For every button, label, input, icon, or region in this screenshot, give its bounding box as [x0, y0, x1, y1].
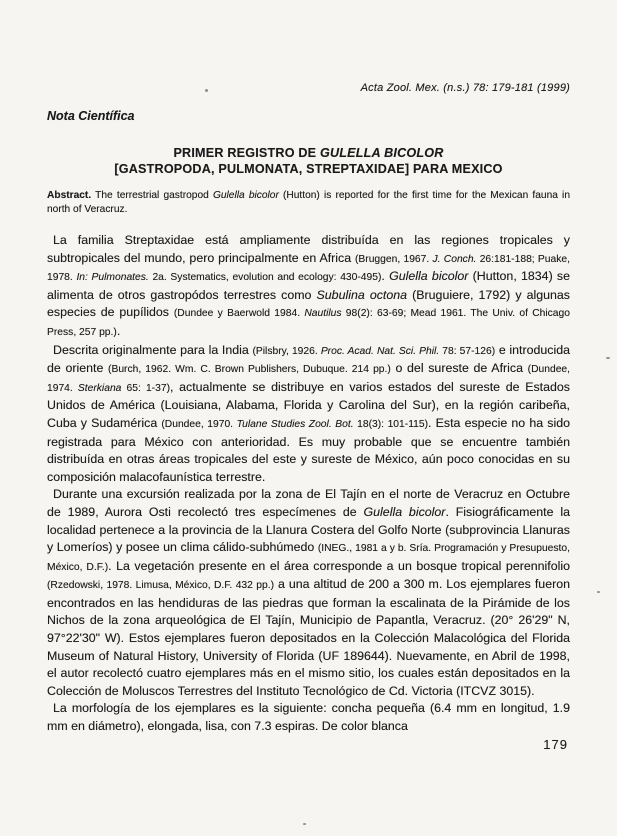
paragraph — [47, 342, 570, 487]
body-text: (Hutton) is reported for the first time for the Mexican fauna in north of Veracruz. — [47, 190, 570, 215]
citation-text: (Dundee y Baerwold 1984. — [173, 308, 305, 320]
citation-text: Tulane Studies Zool. Bot. — [236, 418, 354, 430]
body-text: La morfología de los ejemplares es la siguiente: concha pequeña (6.4 mm en longitud, 1.9 mm en diámetro), elongada, lisa, con 7.3 espiras. De color blanca — [47, 701, 570, 734]
scan-artifact — [205, 89, 208, 92]
citation-text: Sterkiana — [77, 382, 122, 394]
page-number: 179 — [543, 737, 568, 752]
citation-text: Nautilus — [304, 308, 342, 320]
citation-text: (INEG., 1981 a y b. Sría. Programación y Presupuesto, México, D.F.) — [47, 543, 571, 573]
citation-text: In: Pulmonates. — [76, 272, 149, 284]
body-text: The terrestrial gastropod — [91, 190, 213, 201]
title-species-name: GULELLA BICOLOR — [319, 146, 444, 160]
body-text: (Bruguiere, 1792) y algunas especies de pupílidos — [47, 287, 571, 320]
citation-text: (Dundee, 1974. — [47, 364, 571, 394]
journal-citation-header: Acta Zool. Mex. (n.s.) 78: 179-181 (1999) — [360, 82, 570, 94]
paragraph — [47, 232, 570, 342]
citation-text: 65: 1-37) — [121, 382, 170, 394]
citation-text: 2a. Systematics, evolution and ecology: 430-495) — [148, 272, 382, 284]
article-title-line1 — [47, 145, 570, 161]
citation-text: 78: 57-126) — [439, 345, 496, 357]
citation-text: 98(2): 63-69; Mead 1961. The Univ. of Chicago Press, 257 pp.) — [47, 308, 570, 338]
body-text: . — [381, 269, 390, 284]
citation-text: (Burch, 1962. Wm. C. Brown Publishers, Dubuque. 214 pp.) — [108, 364, 391, 376]
body-text: . — [116, 323, 121, 338]
scan-artifact — [597, 591, 600, 593]
citation-text: 18(3): 101-115) — [353, 418, 429, 430]
body-text: . Esta especie no ha sido registrada para México con anterioridad. Es muy probable que se encuentre también distribuída en otras áreas tropicales del este y sureste de México, aún poco conocidas en su composición malacofaunística terrestre. — [47, 415, 570, 484]
citation-text: (Dundee, 1970. — [161, 418, 237, 430]
body-text: Gulella bicolor — [389, 269, 469, 284]
citation-text: 26:181-188; Puake, 1978. — [47, 253, 570, 284]
citation-text: (Rzedowski, 1978. Limusa, México, D.F. 432 pp.) — [47, 580, 275, 592]
body-text: . La vegetación presente en el área corresponde a un bosque tropical perennifolio — [108, 558, 571, 573]
body-text: . Fisiográficamente la localidad pertenece a la provincia de la Llanura Costera del Golfo Norte (subprovincia Llanuras y Lomeríos) y posee un clima cálido-subhúmedo — [47, 504, 571, 555]
body-text: Subulina octona — [316, 287, 408, 302]
abstract — [47, 189, 570, 216]
citation-text: Proc. Acad. Nat. Sci. Phil. — [320, 345, 440, 357]
title-prefix: PRIMER REGISTRO DE — [173, 146, 320, 160]
paragraph — [47, 700, 570, 735]
body-text: (Hutton, 1834) se alimenta de otros gastropódos terrestres como — [47, 269, 571, 302]
body-text: o del sureste de Africa — [390, 361, 528, 376]
paragraph — [47, 486, 570, 700]
body-text: Gulella bicolor — [363, 504, 446, 519]
body-text: Descrita originalmente para la India — [53, 342, 253, 357]
body-text: Durante una excursión realizada por la zona de El Tajín en el norte de Veracruz en Octubre de 1989, Aurora Osti recolectó tres especímenes de — [47, 487, 570, 519]
body-text: Abstract. — [47, 190, 92, 201]
citation-text: (Pilsbry, 1926. — [252, 345, 321, 357]
section-label: Nota Científica — [47, 109, 135, 123]
article-title-line2: [GASTROPODA, PULMONATA, STREPTAXIDAE] PARA MEXICO — [114, 162, 503, 176]
body-text: a una altitud de 200 a 300 m. Los ejemplares fueron encontrados en las hendiduras de las piedras que forman la escalinata de la Pirámide de los Nichos de la zona arqueológica de El Tajín, Municipio de Papantla, Veracruz. (20° 26'29" N, 97°22'30" W). Estos ejemplares fueron depositados en la Colección Malacológica del Florida Museum of Natural History, University of Florida (UF 189644). Nuevamente, en Abril de 1998, el autor recolectó cuatro ejemplares más en el mismo sitio, los cuales están depositados en la Colección de Moluscos Terrestres del Instituto Tecnológico de Cd. Victoria (ITCVZ 3015). — [47, 577, 570, 698]
body-text: Gulella bicolor — [212, 190, 279, 201]
scan-artifact — [606, 357, 610, 359]
citation-text: (Bruggen, 1967. — [354, 253, 433, 265]
article-title — [47, 145, 570, 177]
article-body — [47, 232, 570, 736]
body-text: , actualmente se distribuye en varios estados del sureste de Estados Unidos de América (Louisiana, Alabama, Florida y Carolina del Sur), en la región caribeña, Cuba y Sudamérica — [47, 379, 570, 430]
body-text: La familia Streptaxidae está ampliamente distribuída en las regiones tropicales y subtropicales del mundo, pero principalmente en Africa — [47, 233, 570, 265]
scan-artifact — [303, 823, 306, 825]
abstract-text — [47, 190, 570, 215]
body-text: e introducida de oriente — [47, 342, 570, 376]
citation-text: J. Conch. — [432, 253, 477, 265]
